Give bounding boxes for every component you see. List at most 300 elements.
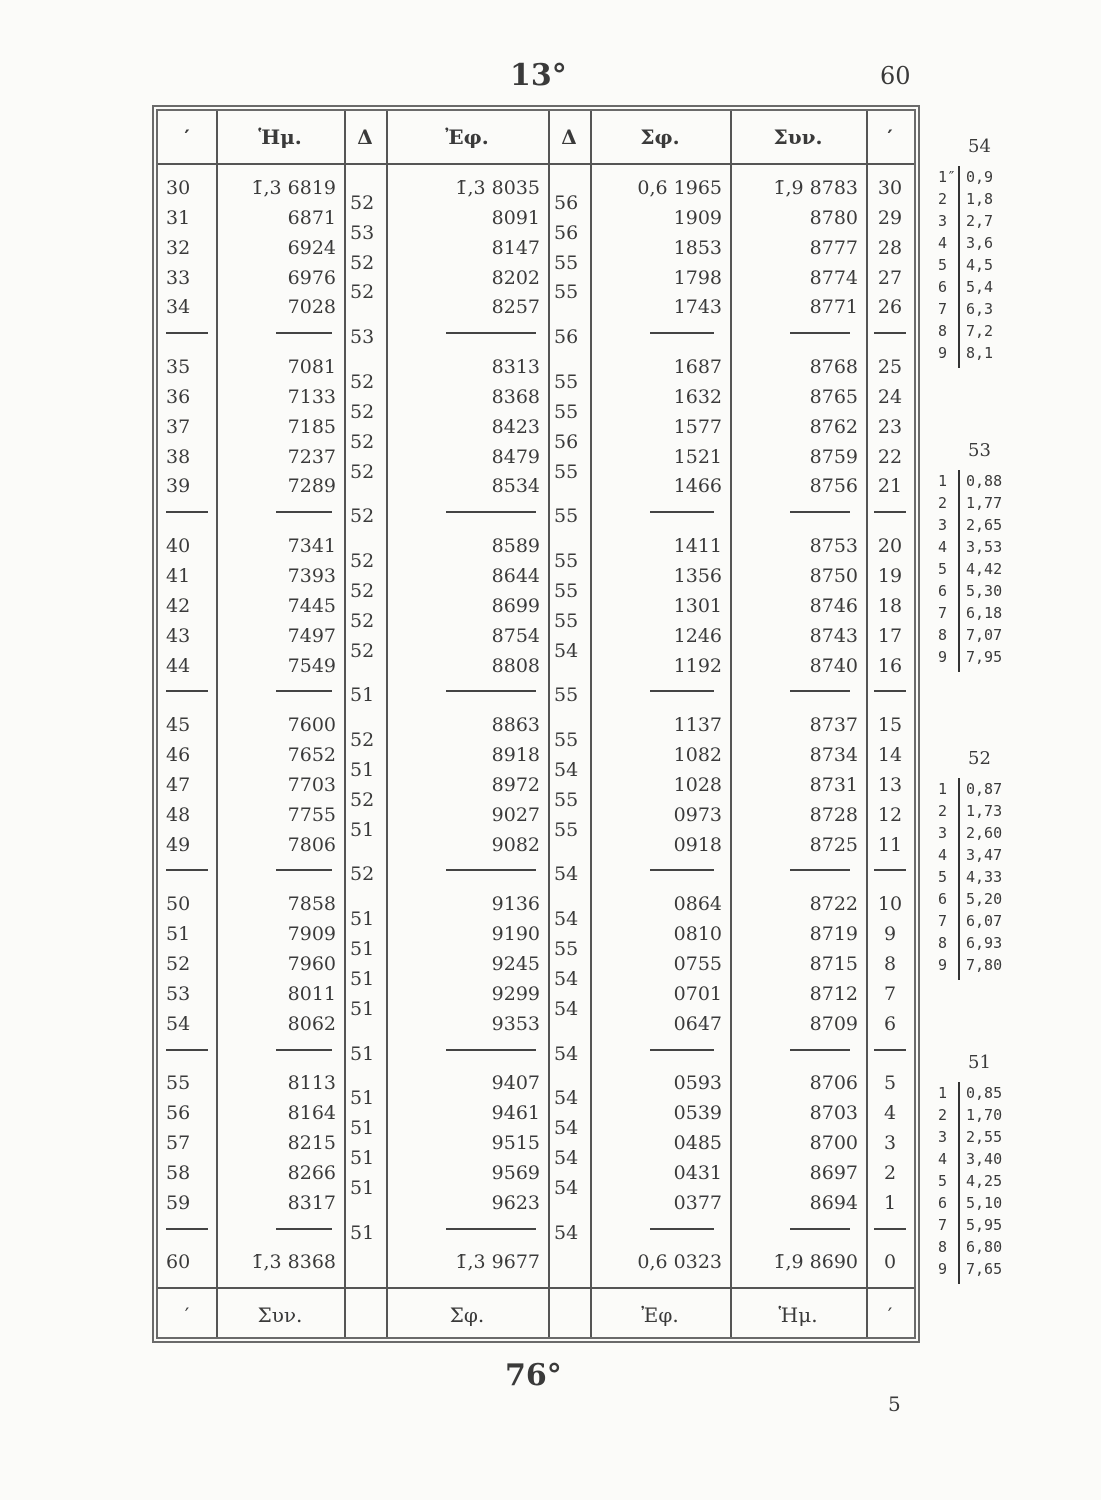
delta-delta_tan: 54 xyxy=(554,1221,579,1244)
side-table-value: 6,18 xyxy=(966,604,1003,622)
cell-tan: 9353 xyxy=(491,1012,540,1035)
cell-mc: 5 xyxy=(883,1072,897,1095)
side-table-seconds: 8 xyxy=(938,626,948,644)
delta-delta_tan: 54 xyxy=(554,908,579,931)
cell-cos: 8774 xyxy=(809,266,858,289)
delta-delta_tan: 55 xyxy=(554,938,579,961)
delta-delta_tan: 54 xyxy=(554,1176,579,1199)
side-table-seconds: 9 xyxy=(938,344,948,362)
delta-delta_sin: 52 xyxy=(350,639,375,662)
side-table-value: 8,1 xyxy=(966,344,994,362)
side-table-seconds: 4 xyxy=(938,1150,948,1168)
cell-m: 34 xyxy=(166,296,191,319)
delta-delta_tan: 55 xyxy=(554,818,579,841)
column-header-0: ′ xyxy=(184,125,190,149)
cell-sin: 6871 xyxy=(287,206,336,229)
cell-m: 59 xyxy=(166,1191,191,1214)
cell-tan: 9136 xyxy=(491,893,540,916)
cell-cos: 8746 xyxy=(809,594,858,617)
cell-cot: 1521 xyxy=(673,445,722,468)
cell-m: 40 xyxy=(166,535,191,558)
group-separator xyxy=(276,511,332,513)
side-table-value: 3,53 xyxy=(966,538,1003,556)
side-table-seconds: 4 xyxy=(938,234,948,252)
cell-cot: 1246 xyxy=(673,624,722,647)
cell-m: 46 xyxy=(166,744,191,767)
cell-mc: 24 xyxy=(877,385,903,408)
side-table-seconds: 8 xyxy=(938,1238,948,1256)
cell-mc: 23 xyxy=(877,415,903,438)
side-table-value: 6,3 xyxy=(966,300,994,318)
cell-cos: 8750 xyxy=(809,564,858,587)
side-table-value: 7,95 xyxy=(966,648,1003,666)
cell-m: 49 xyxy=(166,833,191,856)
delta-delta_tan: 54 xyxy=(554,1146,579,1169)
group-separator xyxy=(446,690,536,692)
side-table-seconds: 7 xyxy=(938,1216,948,1234)
log-trig-table xyxy=(152,105,920,1343)
delta-delta_tan: 55 xyxy=(554,788,579,811)
delta-delta_sin: 52 xyxy=(350,370,375,393)
cell-sin: 7497 xyxy=(287,624,336,647)
side-table-seconds: 1 xyxy=(938,472,948,490)
group-separator xyxy=(790,1228,850,1230)
side-table-value: 4,25 xyxy=(966,1172,1003,1190)
group-separator xyxy=(650,332,714,334)
cell-sin: 7133 xyxy=(287,385,336,408)
cell-cot: 0485 xyxy=(673,1132,722,1155)
cell-m: 35 xyxy=(166,356,191,379)
delta-delta_sin: 51 xyxy=(350,1146,375,1169)
group-separator xyxy=(446,511,536,513)
cell-m: 53 xyxy=(166,982,191,1005)
delta-delta_tan: 55 xyxy=(554,684,579,707)
cell-mc: 29 xyxy=(877,206,903,229)
cell-sin: 7960 xyxy=(287,952,336,975)
cell-tan: 9245 xyxy=(491,952,540,975)
side-table-seconds: 6 xyxy=(938,582,948,600)
group-separator xyxy=(276,1049,332,1051)
cell-sin: 7703 xyxy=(287,773,336,796)
cell-m: 50 xyxy=(166,893,191,916)
cell-cos: 8740 xyxy=(809,654,858,677)
delta-delta_tan: 56 xyxy=(554,191,579,214)
cell-cot: 0539 xyxy=(673,1102,722,1125)
side-table-value: 2,7 xyxy=(966,212,994,230)
cell-cot: 0,6 0323 xyxy=(637,1251,722,1274)
cell-cot: 0701 xyxy=(673,982,722,1005)
cell-cot: 0377 xyxy=(673,1191,722,1214)
cell-cos: 8765 xyxy=(809,385,858,408)
cell-tan: 8699 xyxy=(491,594,540,617)
cell-cos: 8719 xyxy=(809,923,858,946)
cell-mc: 18 xyxy=(877,594,903,617)
column-header-6: Συν. xyxy=(773,125,823,149)
cell-sin: 7185 xyxy=(287,415,336,438)
cell-cos: 8725 xyxy=(809,833,858,856)
side-table-seconds: 7 xyxy=(938,912,948,930)
column-footer-6: Ἡμ. xyxy=(778,1303,818,1327)
side-table-value: 6,80 xyxy=(966,1238,1003,1256)
header-rule xyxy=(158,163,914,165)
side-table-seconds: 5 xyxy=(938,868,948,886)
side-table-seconds: 4 xyxy=(938,846,948,864)
cell-tan: 8863 xyxy=(491,714,540,737)
cell-sin: 7445 xyxy=(287,594,336,617)
cell-sin: 8062 xyxy=(287,1012,336,1035)
side-table-divider xyxy=(958,166,960,368)
delta-delta_sin: 51 xyxy=(350,1221,375,1244)
cell-m: 43 xyxy=(166,624,191,647)
sheet-number: 5 xyxy=(888,1392,901,1416)
cell-cot: 0647 xyxy=(673,1012,722,1035)
cell-sin: 7600 xyxy=(287,714,336,737)
cell-mc: 20 xyxy=(877,535,903,558)
group-separator xyxy=(790,1049,850,1051)
group-separator xyxy=(166,1228,208,1230)
cell-mc: 6 xyxy=(883,1012,897,1035)
cell-mc: 14 xyxy=(877,744,903,767)
cell-m: 32 xyxy=(166,236,191,259)
cell-sin: 6924 xyxy=(287,236,336,259)
cell-m: 57 xyxy=(166,1132,191,1155)
group-separator xyxy=(874,690,906,692)
delta-delta_sin: 52 xyxy=(350,430,375,453)
group-separator xyxy=(166,690,208,692)
cell-tan: 8644 xyxy=(491,564,540,587)
cell-cos: 8728 xyxy=(809,803,858,826)
group-separator xyxy=(650,690,714,692)
cell-cos: 8737 xyxy=(809,714,858,737)
column-footer-5: Ἐφ. xyxy=(641,1303,679,1327)
column-footer-0: ′ xyxy=(184,1303,190,1327)
cell-mc: 3 xyxy=(883,1132,897,1155)
cell-sin: 8215 xyxy=(287,1132,336,1155)
cell-cot: 1798 xyxy=(673,266,722,289)
side-table-value: 5,95 xyxy=(966,1216,1003,1234)
delta-delta_sin: 51 xyxy=(350,1087,375,1110)
group-separator xyxy=(650,1049,714,1051)
cell-mc: 12 xyxy=(877,803,903,826)
delta-delta_sin: 52 xyxy=(350,505,375,528)
group-separator xyxy=(790,511,850,513)
cell-m: 52 xyxy=(166,952,191,975)
cell-m: 54 xyxy=(166,1012,191,1035)
group-separator xyxy=(650,869,714,871)
side-table-seconds: 3 xyxy=(938,516,948,534)
side-table-seconds: 3 xyxy=(938,212,948,230)
delta-delta_sin: 52 xyxy=(350,609,375,632)
cell-mc: 27 xyxy=(877,266,903,289)
side-table-seconds: 5 xyxy=(938,560,948,578)
side-table-value: 3,6 xyxy=(966,234,994,252)
cell-cot: 1137 xyxy=(673,714,722,737)
group-separator xyxy=(790,332,850,334)
column-header-4: Δ xyxy=(561,125,577,149)
group-separator xyxy=(874,511,906,513)
side-table-value: 0,9 xyxy=(966,168,994,186)
column-header-1: Ἡμ. xyxy=(258,125,302,149)
delta-delta_sin: 52 xyxy=(350,281,375,304)
cell-cot: 1909 xyxy=(673,206,722,229)
delta-delta_tan: 54 xyxy=(554,1042,579,1065)
side-table-seconds: 6 xyxy=(938,1194,948,1212)
cell-cot: 1632 xyxy=(673,385,722,408)
cell-sin: 6976 xyxy=(287,266,336,289)
delta-delta_tan: 55 xyxy=(554,505,579,528)
group-separator xyxy=(874,332,906,334)
side-table-value: 5,10 xyxy=(966,1194,1003,1212)
delta-delta_tan: 55 xyxy=(554,281,579,304)
cell-cot: 0755 xyxy=(673,952,722,975)
cell-mc: 10 xyxy=(877,893,903,916)
group-separator xyxy=(446,869,536,871)
side-table-title: 54 xyxy=(968,136,991,157)
cell-m: 48 xyxy=(166,803,191,826)
cell-cot: 0431 xyxy=(673,1161,722,1184)
bottom-degree-label: 76° xyxy=(505,1358,562,1393)
side-table-value: 1,8 xyxy=(966,190,994,208)
column-divider xyxy=(344,111,346,1337)
cell-m: 39 xyxy=(166,475,191,498)
side-table-seconds: 9 xyxy=(938,1260,948,1278)
cell-sin: 7909 xyxy=(287,923,336,946)
delta-delta_sin: 52 xyxy=(350,400,375,423)
delta-delta_tan: 55 xyxy=(554,579,579,602)
side-table-divider xyxy=(958,778,960,980)
delta-delta_tan: 54 xyxy=(554,639,579,662)
side-table-title: 51 xyxy=(968,1052,991,1073)
cell-cos: 8694 xyxy=(809,1191,858,1214)
cell-sin: 8317 xyxy=(287,1191,336,1214)
delta-delta_sin: 51 xyxy=(350,684,375,707)
cell-tan: 8754 xyxy=(491,624,540,647)
cell-sin: 7549 xyxy=(287,654,336,677)
side-table-value: 1,73 xyxy=(966,802,1003,820)
side-table-seconds: 1″ xyxy=(938,168,957,186)
cell-mc: 28 xyxy=(877,236,903,259)
cell-cot: 0973 xyxy=(673,803,722,826)
cell-sin: 8011 xyxy=(287,982,336,1005)
cell-tan: 9299 xyxy=(491,982,540,1005)
cell-cot: 1743 xyxy=(673,296,722,319)
cell-sin: 7028 xyxy=(287,296,336,319)
group-separator xyxy=(650,511,714,513)
cell-tan: 9190 xyxy=(491,923,540,946)
cell-tan: 9623 xyxy=(491,1191,540,1214)
side-table-seconds: 9 xyxy=(938,956,948,974)
group-separator xyxy=(166,869,208,871)
cell-mc: 2 xyxy=(883,1161,897,1184)
group-separator xyxy=(874,1228,906,1230)
cell-mc: 21 xyxy=(877,475,903,498)
group-separator xyxy=(276,1228,332,1230)
delta-delta_sin: 53 xyxy=(350,326,375,349)
cell-cot: 1356 xyxy=(673,564,722,587)
cell-sin: 7393 xyxy=(287,564,336,587)
cell-cos: 8734 xyxy=(809,744,858,767)
group-separator xyxy=(166,1049,208,1051)
cell-sin: 8113 xyxy=(287,1072,336,1095)
cell-m: 44 xyxy=(166,654,191,677)
side-table-value: 2,65 xyxy=(966,516,1003,534)
delta-delta_tan: 54 xyxy=(554,967,579,990)
delta-delta_tan: 55 xyxy=(554,251,579,274)
group-separator xyxy=(874,869,906,871)
cell-mc: 17 xyxy=(877,624,903,647)
cell-mc: 0 xyxy=(883,1251,897,1274)
group-separator xyxy=(790,869,850,871)
side-table-seconds: 1 xyxy=(938,780,948,798)
delta-delta_sin: 51 xyxy=(350,938,375,961)
cell-cos: 1̄,9 8783 xyxy=(773,177,858,199)
cell-cos: 8777 xyxy=(809,236,858,259)
cell-cos: 8715 xyxy=(809,952,858,975)
cell-cot: 1028 xyxy=(673,773,722,796)
cell-mc: 25 xyxy=(877,356,903,379)
side-table-value: 7,65 xyxy=(966,1260,1003,1278)
cell-cos: 8731 xyxy=(809,773,858,796)
side-table-seconds: 5 xyxy=(938,256,948,274)
delta-delta_tan: 56 xyxy=(554,221,579,244)
side-table-divider xyxy=(958,1082,960,1284)
cell-cos: 8743 xyxy=(809,624,858,647)
cell-cos: 8712 xyxy=(809,982,858,1005)
cell-tan: 8423 xyxy=(491,415,540,438)
delta-delta_sin: 51 xyxy=(350,1042,375,1065)
cell-mc: 11 xyxy=(877,833,903,856)
cell-tan: 8479 xyxy=(491,445,540,468)
side-table-seconds: 5 xyxy=(938,1172,948,1190)
side-table-value: 1,70 xyxy=(966,1106,1003,1124)
column-header-3: Ἐφ. xyxy=(445,125,489,149)
cell-tan: 8972 xyxy=(491,773,540,796)
column-divider xyxy=(548,111,550,1337)
cell-mc: 26 xyxy=(877,296,903,319)
page-number: 60 xyxy=(880,62,911,90)
side-table-seconds: 2 xyxy=(938,494,948,512)
delta-delta_tan: 56 xyxy=(554,430,579,453)
cell-mc: 1 xyxy=(883,1191,897,1214)
delta-delta_tan: 54 xyxy=(554,997,579,1020)
cell-cos: 8709 xyxy=(809,1012,858,1035)
cell-mc: 8 xyxy=(883,952,897,975)
side-table-value: 6,93 xyxy=(966,934,1003,952)
side-table-value: 0,87 xyxy=(966,780,1003,798)
cell-mc: 19 xyxy=(877,564,903,587)
column-footer-3: Σφ. xyxy=(449,1303,485,1327)
cell-tan: 8918 xyxy=(491,744,540,767)
cell-sin: 7755 xyxy=(287,803,336,826)
cell-tan: 8368 xyxy=(491,385,540,408)
cell-mc: 15 xyxy=(877,714,903,737)
cell-cot: 0,6 1965 xyxy=(637,177,722,199)
side-table-divider xyxy=(958,470,960,672)
delta-delta_sin: 52 xyxy=(350,550,375,573)
side-table-value: 4,5 xyxy=(966,256,994,274)
side-table-seconds: 4 xyxy=(938,538,948,556)
delta-delta_tan: 54 xyxy=(554,1117,579,1140)
cell-m: 30 xyxy=(166,177,191,199)
cell-tan: 1̄,3 9677 xyxy=(455,1251,540,1274)
delta-delta_tan: 54 xyxy=(554,863,579,886)
cell-m: 45 xyxy=(166,714,191,737)
cell-tan: 9027 xyxy=(491,803,540,826)
cell-cot: 0810 xyxy=(673,923,722,946)
cell-sin: 7237 xyxy=(287,445,336,468)
cell-cos: 8706 xyxy=(809,1072,858,1095)
cell-cos: 8762 xyxy=(809,415,858,438)
cell-mc: 4 xyxy=(883,1102,897,1125)
group-separator xyxy=(790,690,850,692)
cell-sin: 8266 xyxy=(287,1161,336,1184)
delta-delta_sin: 53 xyxy=(350,221,375,244)
delta-delta_sin: 52 xyxy=(350,251,375,274)
top-degree-label: 13° xyxy=(510,58,567,93)
delta-delta_sin: 51 xyxy=(350,1176,375,1199)
delta-delta_sin: 51 xyxy=(350,1117,375,1140)
cell-sin: 1̄,3 8368 xyxy=(251,1251,336,1274)
cell-mc: 16 xyxy=(877,654,903,677)
cell-m: 60 xyxy=(166,1251,191,1274)
side-table-value: 5,20 xyxy=(966,890,1003,908)
cell-tan: 1̄,3 8035 xyxy=(455,177,540,199)
cell-sin: 7289 xyxy=(287,475,336,498)
cell-cos: 8768 xyxy=(809,356,858,379)
side-table-value: 3,47 xyxy=(966,846,1003,864)
cell-sin: 7081 xyxy=(287,356,336,379)
side-table-value: 7,2 xyxy=(966,322,994,340)
side-table-seconds: 1 xyxy=(938,1084,948,1102)
column-header-7: ′ xyxy=(887,125,893,149)
cell-tan: 8091 xyxy=(491,206,540,229)
side-table-value: 5,30 xyxy=(966,582,1003,600)
cell-m: 42 xyxy=(166,594,191,617)
side-table-seconds: 3 xyxy=(938,1128,948,1146)
cell-mc: 22 xyxy=(877,445,903,468)
column-footer-1: Συν. xyxy=(257,1303,303,1327)
cell-tan: 9461 xyxy=(491,1102,540,1125)
cell-m: 37 xyxy=(166,415,191,438)
side-table-value: 2,60 xyxy=(966,824,1003,842)
delta-delta_tan: 55 xyxy=(554,609,579,632)
side-table-value: 2,55 xyxy=(966,1128,1003,1146)
delta-delta_sin: 51 xyxy=(350,818,375,841)
cell-tan: 9407 xyxy=(491,1072,540,1095)
side-table-seconds: 8 xyxy=(938,934,948,952)
delta-delta_sin: 52 xyxy=(350,729,375,752)
delta-delta_tan: 54 xyxy=(554,758,579,781)
cell-cos: 8697 xyxy=(809,1161,858,1184)
cell-cos: 8700 xyxy=(809,1132,858,1155)
side-table-value: 5,4 xyxy=(966,278,994,296)
cell-cot: 1301 xyxy=(673,594,722,617)
side-table-title: 52 xyxy=(968,748,991,769)
cell-m: 55 xyxy=(166,1072,191,1095)
column-footer-7: ′ xyxy=(887,1303,893,1327)
group-separator xyxy=(446,1049,536,1051)
delta-delta_sin: 51 xyxy=(350,997,375,1020)
cell-tan: 9569 xyxy=(491,1161,540,1184)
cell-tan: 9082 xyxy=(491,833,540,856)
cell-sin: 7806 xyxy=(287,833,336,856)
group-separator xyxy=(276,690,332,692)
delta-delta_tan: 56 xyxy=(554,326,579,349)
delta-delta_tan: 55 xyxy=(554,400,579,423)
group-separator xyxy=(446,1228,536,1230)
delta-delta_sin: 52 xyxy=(350,579,375,602)
cell-cot: 0864 xyxy=(673,893,722,916)
